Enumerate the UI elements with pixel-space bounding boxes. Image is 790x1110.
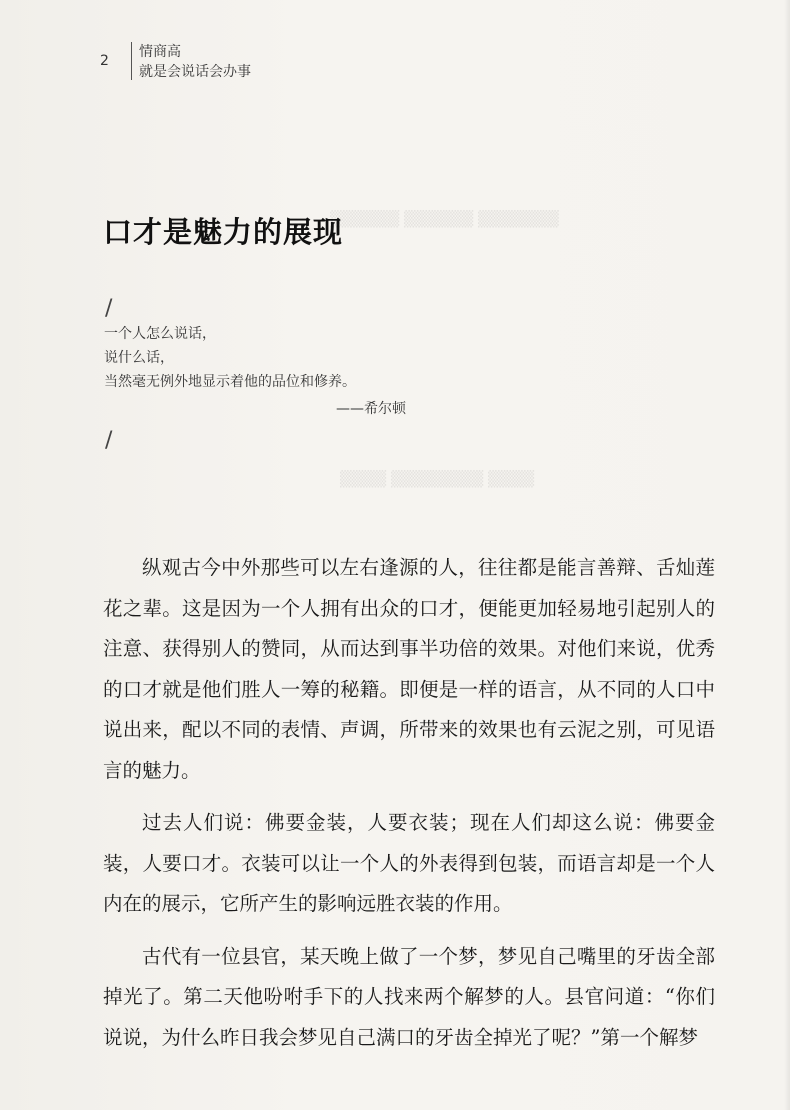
reverse-side-bleed: ▒▒▒▒ ▒▒▒▒▒▒▒▒ ▒▒▒▒ <box>340 470 535 488</box>
header-divider <box>131 42 132 80</box>
quote-mark-bottom: / <box>105 428 113 453</box>
book-title-line1: 情商高 <box>139 44 181 60</box>
page-number: 2 <box>100 53 109 69</box>
quote-line: 一个人怎么说话， <box>104 326 216 342</box>
quote-line: 当然毫无例外地显示着他的品位和修养。 <box>104 374 356 390</box>
chapter-title: 口才是魅力的展现 <box>103 215 344 249</box>
quote-author: ——希尔顿 <box>336 401 406 417</box>
book-title-line2: 就是会说话会办事 <box>139 64 251 80</box>
epigraph-quote <box>104 322 356 394</box>
body-text <box>103 548 715 1070</box>
reverse-side-bleed: ▒▒▒▒▒▒▒ ▒▒▒▒▒▒ ▒▒▒▒▒▒ <box>330 210 559 228</box>
running-header <box>139 42 251 82</box>
quote-line: 说什么话， <box>104 350 174 366</box>
page-edge-shadow <box>784 0 790 1110</box>
quote-mark-top: / <box>105 296 113 321</box>
paragraph: 过去人们说：佛要金装，人要衣装；现在人们却这么说：佛要金装，人要口才。衣装可以让一个人的外表得到包装，而语言却是一个人内在的展示，它所产生的影响远胜衣装的作用。 <box>103 811 715 915</box>
paragraph: 纵观古今中外那些可以左右逢源的人，往往都是能言善辩、舌灿莲花之辈。这是因为一个人拥有出众的口才，便能更加轻易地引起别人的注意、获得别人的赞同，从而达到事半功倍的效果。对他们来说，优秀的口才就是他们胜人一筹的秘籍。即便是一样的语言，从不同的人口中说出来，配以不同的表情、声调，所带来的效果也有云泥之别，可见语言的魅力。 <box>103 556 715 782</box>
paragraph: 古代有一位县官，某天晚上做了一个梦，梦见自己嘴里的牙齿全部掉光了。第二天他吩咐手下的人找来两个解梦的人。县官问道：“你们说说，为什么昨日我会梦见自己满口的牙齿全掉光了呢？”第一个解梦 <box>103 944 715 1049</box>
